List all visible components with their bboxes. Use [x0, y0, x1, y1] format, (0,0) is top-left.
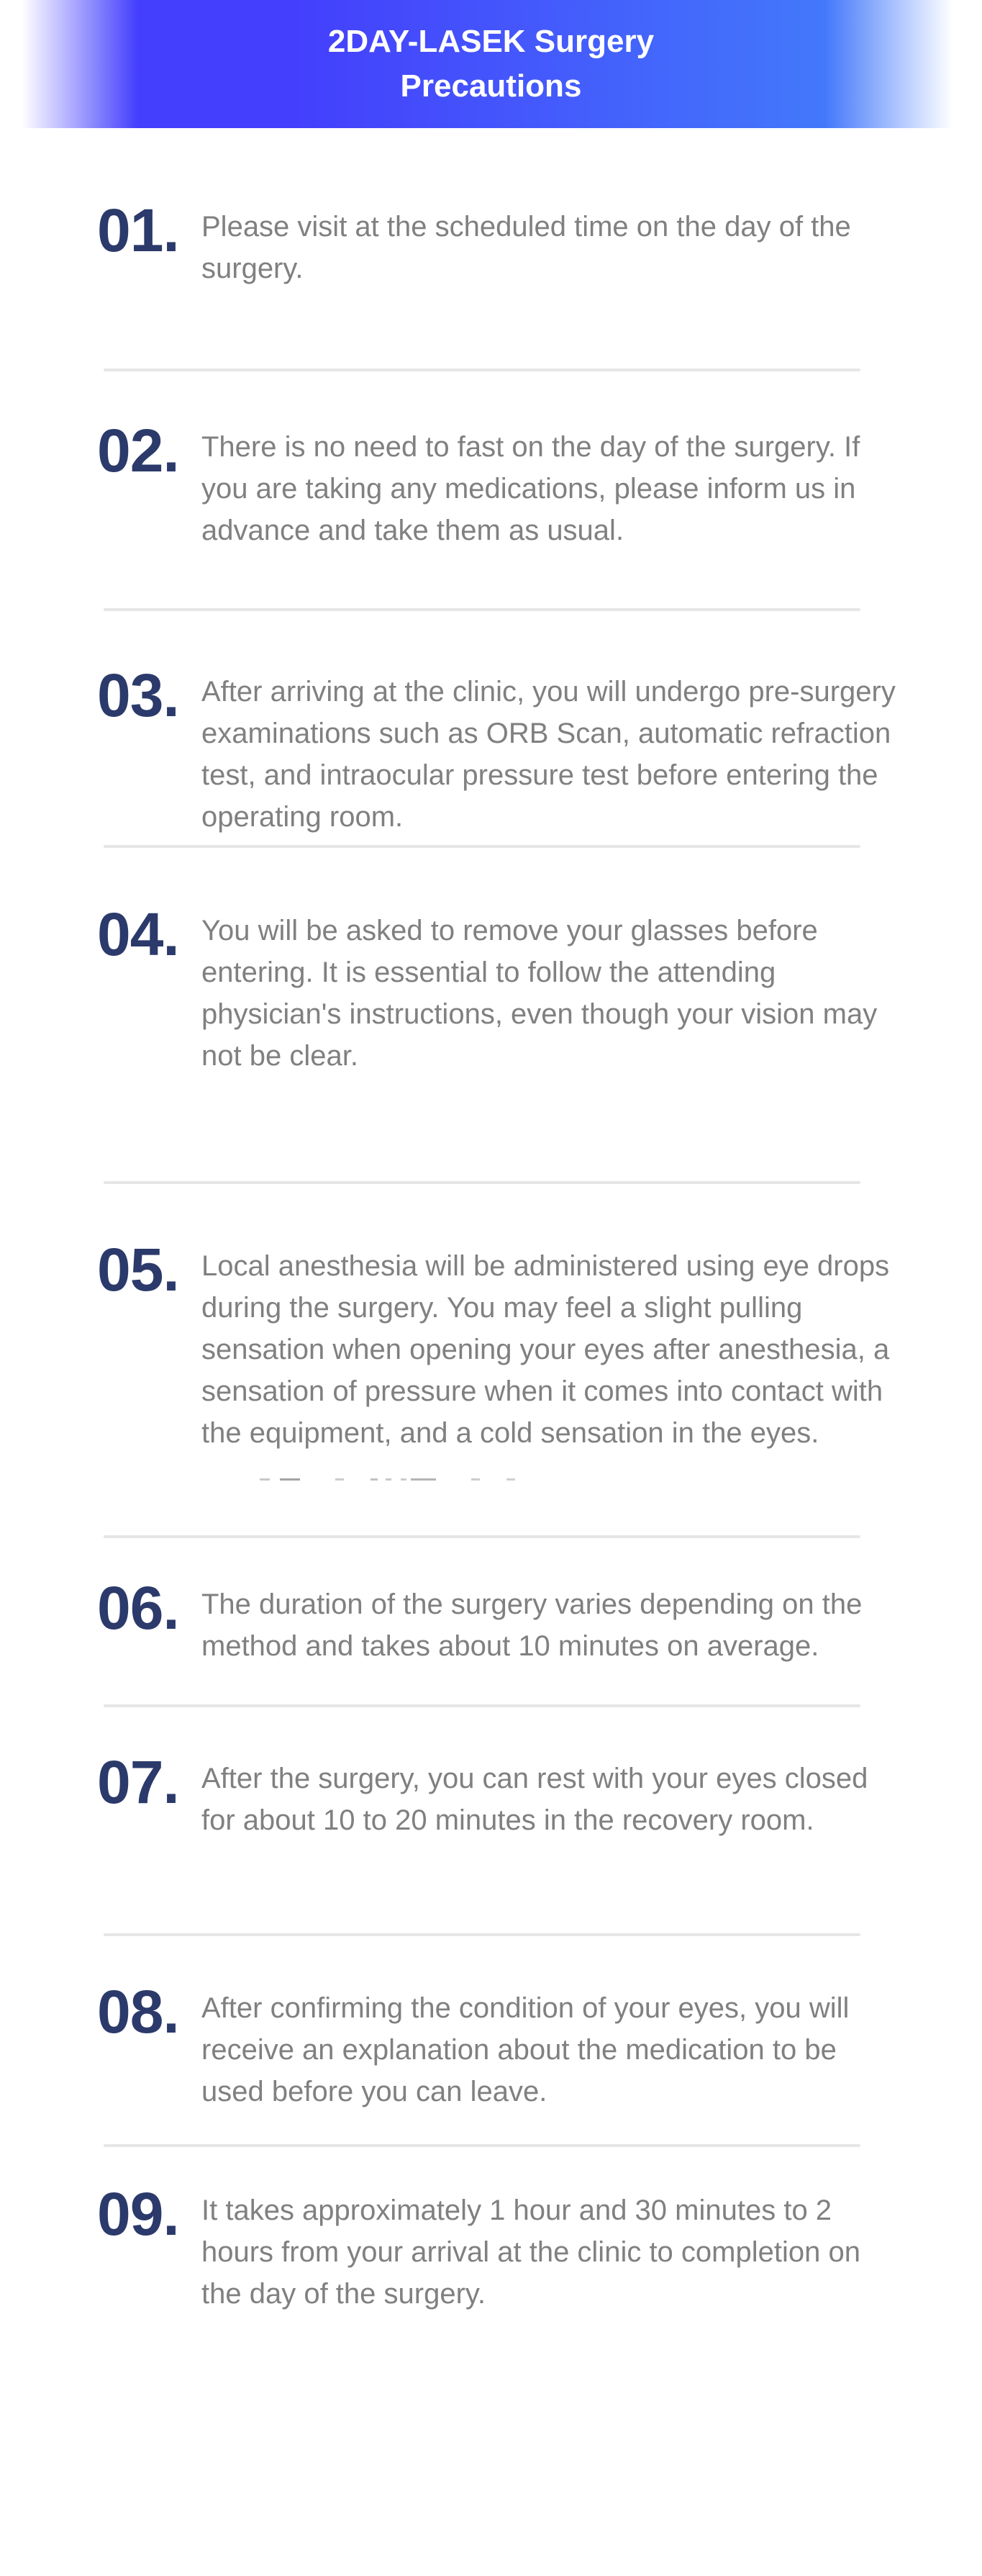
- precaution-item: [97, 661, 914, 838]
- precaution-item: [97, 2180, 914, 2335]
- item-text: The duration of the surgery varies depending on the method and takes about 10 minutes on average.: [201, 1588, 863, 1662]
- item-number: 04.: [97, 900, 179, 968]
- item-number: 01.: [97, 196, 179, 264]
- precaution-item: [97, 417, 914, 551]
- divider: [104, 1933, 860, 1936]
- item-text: You will be asked to remove your glasses before entering. It is essential to follow the attending physician's instructions, even though your vision may not be clear.: [201, 915, 878, 1072]
- item-number: 02.: [97, 417, 179, 484]
- page-title-line-2: Precautions: [400, 68, 582, 104]
- item-number: 05.: [97, 1236, 179, 1303]
- item-text: After confirming the condition of your eyes, you will receive an explanation about the medication to be used before you can leave.: [201, 1992, 850, 2107]
- precautions-list: [0, 196, 982, 2335]
- precaution-item: [97, 1574, 914, 1667]
- item-number: 08.: [97, 1978, 179, 2046]
- header-banner: [0, 0, 982, 128]
- precaution-item: [97, 1748, 914, 1841]
- item-text: It takes approximately 1 hour and 30 minutes to 2 hours from your arrival at the clinic to completion on the day of the surgery.: [201, 2195, 860, 2310]
- divider: [104, 1181, 860, 1184]
- divider: [104, 2144, 860, 2147]
- item-text: After arriving at the clinic, you will undergo pre-surgery examinations such as ORB Scan, automatic refraction test, and intraocular pressure test before entering the operating room.: [201, 676, 896, 833]
- item-text: Local anesthesia will be administered using eye drops during the surgery. You may feel a slight pulling sensation when opening your eyes after anesthesia, a sensation of pressure when it comes into contact with the equipment, and a cold sensation in the eyes.: [201, 1250, 890, 1449]
- precaution-item: [97, 1236, 914, 1454]
- item-text: There is no need to fast on the day of the surgery. If you are taking any medications, please inform us in advance and take them as usual.: [201, 431, 860, 546]
- divider: [104, 608, 860, 611]
- item-number: 09.: [97, 2180, 179, 2248]
- item-text: Please visit at the scheduled time on the day of the surgery.: [201, 211, 851, 284]
- divider: [104, 369, 860, 371]
- precaution-item: [97, 1978, 914, 2112]
- item-number: 03.: [97, 661, 179, 729]
- precaution-item: [97, 196, 914, 289]
- precaution-item: [97, 900, 914, 1077]
- divider: [104, 845, 860, 848]
- divider: [104, 1704, 860, 1707]
- page-title: [328, 19, 654, 109]
- divider: [104, 1535, 860, 1538]
- clipped-text-artifact: [252, 1474, 525, 1481]
- item-number: 07.: [97, 1748, 179, 1816]
- page-title-line-1: 2DAY-LASEK Surgery: [327, 24, 655, 59]
- item-text: After the surgery, you can rest with your eyes closed for about 10 to 20 minutes in the recovery room.: [201, 1763, 868, 1836]
- item-number: 06.: [97, 1574, 179, 1642]
